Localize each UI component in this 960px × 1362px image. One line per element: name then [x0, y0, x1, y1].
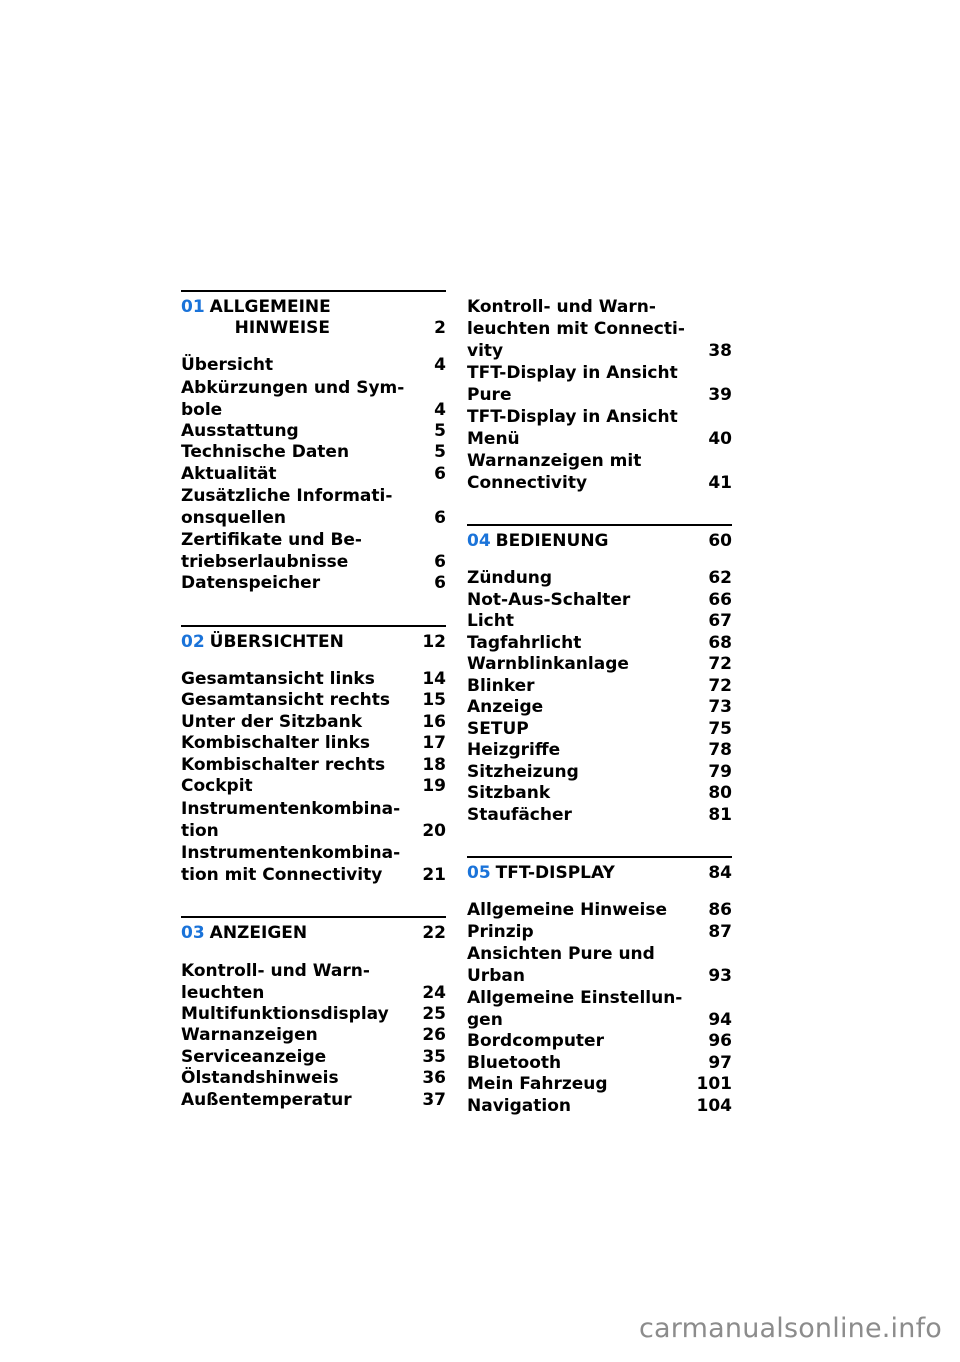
entry-title: Abkürzungen und Sym- bole — [181, 377, 405, 420]
entry-title: Ausstattung — [181, 420, 299, 441]
entry-page: 17 — [422, 733, 446, 753]
entry-title: Allgemeine Hinweise — [467, 900, 667, 920]
toc-entry[interactable] — [181, 573, 446, 595]
entry-page: 16 — [422, 711, 446, 732]
entry-page: 37 — [422, 1089, 446, 1110]
toc-entry[interactable] — [467, 1053, 732, 1075]
entry-page: 14 — [422, 668, 446, 689]
chapter-title-continued: HINWEISE — [234, 318, 330, 338]
chapter-entries — [181, 669, 446, 886]
chapter-03-continued — [467, 296, 732, 494]
toc-entry[interactable] — [467, 943, 732, 987]
entry-title: Gesamtansicht rechts — [181, 690, 390, 710]
entry-title: Zertifikate und Be- triebserlaubnisse — [181, 530, 362, 572]
entry-page: 41 — [708, 473, 732, 493]
entry-title: Zündung — [467, 568, 553, 588]
chapter-heading[interactable] — [181, 918, 446, 944]
entry-page: 62 — [708, 568, 732, 588]
chapter-number: 02 — [181, 631, 205, 652]
entry-title: Instrumentenkombina- tion mit Connectivity — [181, 842, 401, 885]
entry-page: 24 — [422, 982, 446, 1003]
chapter-page: 60 — [708, 531, 732, 551]
entry-title: Allgemeine Einstellun- gen — [467, 988, 683, 1030]
entry-title: Blinker — [467, 675, 535, 696]
entry-page: 94 — [708, 1010, 732, 1030]
entry-title: Außentemperatur — [181, 1089, 352, 1110]
entry-page: 68 — [708, 632, 732, 653]
entry-page: 101 — [696, 1074, 732, 1094]
entry-title: Sitzbank — [467, 783, 551, 803]
entry-title: Not-Aus-Schalter — [467, 589, 631, 610]
toc-entry[interactable] — [181, 1068, 446, 1090]
chapter-number: 03 — [181, 922, 205, 943]
toc-entry[interactable] — [467, 568, 732, 590]
chapter-heading[interactable] — [467, 526, 732, 552]
entry-title: Prinzip — [467, 921, 534, 942]
entry-page: 97 — [708, 1052, 732, 1073]
chapter-number: 01 — [181, 297, 205, 317]
toc-entry[interactable] — [181, 421, 446, 443]
chapter-01 — [181, 290, 446, 595]
entry-title: Mein Fahrzeug — [467, 1074, 608, 1094]
entry-page: 4 — [434, 355, 446, 375]
entry-page: 36 — [422, 1068, 446, 1088]
entry-page: 81 — [708, 804, 732, 825]
chapter-02 — [181, 625, 446, 886]
toc-entry[interactable] — [467, 362, 732, 406]
entry-title: Gesamtansicht links — [181, 668, 375, 689]
toc-entry[interactable] — [467, 1031, 732, 1053]
entry-page: 6 — [434, 573, 446, 593]
entry-title: Kombischalter rechts — [181, 754, 386, 775]
toc-entry[interactable] — [467, 590, 732, 612]
toc-entry[interactable] — [181, 733, 446, 755]
entry-title: Instrumentenkombina- tion — [181, 798, 401, 841]
entry-title: Kontroll- und Warn- leuchten mit Connecti- vity — [467, 297, 685, 361]
entry-page: 15 — [422, 690, 446, 710]
entry-page: 80 — [708, 783, 732, 803]
entry-page: 72 — [708, 675, 732, 696]
toc-entry[interactable] — [181, 464, 446, 486]
entry-page: 26 — [422, 1025, 446, 1045]
toc-entry[interactable] — [467, 922, 732, 944]
entry-title: Warnanzeigen mit Connectivity — [467, 451, 642, 493]
entry-title: Sitzheizung — [467, 761, 579, 782]
toc-entry[interactable] — [467, 450, 732, 494]
chapter-entries — [181, 355, 446, 595]
entry-title: Technische Daten — [181, 442, 350, 462]
entry-page: 6 — [434, 463, 446, 484]
entry-page: 18 — [422, 754, 446, 775]
entry-title: SETUP — [467, 718, 529, 739]
chapter-heading[interactable] — [181, 627, 446, 653]
entry-page: 4 — [434, 399, 446, 420]
entry-page: 86 — [708, 900, 732, 920]
chapter-page: 2 — [434, 318, 446, 338]
chapter-04 — [467, 524, 732, 826]
toc-left-column — [181, 290, 446, 1141]
entry-page: 20 — [422, 820, 446, 841]
entry-title: Kombischalter links — [181, 733, 371, 753]
entry-title: Serviceanzeige — [181, 1046, 327, 1067]
toc-entry[interactable] — [467, 783, 732, 805]
toc-entry[interactable] — [467, 296, 732, 362]
chapter-page: 22 — [422, 922, 446, 943]
toc-entry[interactable] — [181, 669, 446, 691]
entry-title: Multifunktionsdisplay — [181, 1003, 389, 1024]
toc-entry[interactable] — [467, 987, 732, 1031]
entry-title: Cockpit — [181, 776, 253, 796]
entry-page: 6 — [434, 508, 446, 528]
chapter-number: 04 — [467, 531, 491, 551]
chapter-entries — [467, 568, 732, 826]
toc-entry[interactable] — [467, 654, 732, 676]
chapter-entries — [467, 900, 732, 1117]
entry-page: 5 — [434, 442, 446, 462]
toc-entry[interactable] — [181, 1025, 446, 1047]
entry-title: Unter der Sitzbank — [181, 711, 363, 732]
entry-page: 38 — [708, 341, 732, 361]
toc-entry[interactable] — [467, 633, 732, 655]
toc-entry[interactable] — [181, 1004, 446, 1026]
entry-page: 40 — [708, 429, 732, 449]
entry-title: Ansichten Pure und Urban — [467, 944, 655, 986]
toc-entry[interactable] — [181, 485, 446, 529]
toc-entry[interactable] — [467, 900, 732, 922]
entry-title: Staufächer — [467, 804, 572, 825]
entry-page: 6 — [434, 552, 446, 572]
entry-title: Heizgriffe — [467, 740, 561, 760]
entry-title: Kontroll- und Warn- leuchten — [181, 960, 370, 1003]
toc-entry[interactable] — [467, 719, 732, 741]
toc-entry[interactable] — [467, 611, 732, 633]
toc-entry[interactable] — [181, 442, 446, 464]
entry-page: 93 — [708, 966, 732, 986]
toc-entry[interactable] — [467, 406, 732, 450]
entry-page: 72 — [708, 654, 732, 674]
chapter-title: TFT-DISPLAY — [495, 863, 615, 883]
chapter-heading[interactable] — [181, 292, 446, 339]
toc-entry[interactable] — [467, 697, 732, 719]
watermark-text: carmanualsonline.info — [639, 1313, 942, 1344]
entry-page: 39 — [708, 385, 732, 405]
toc-entry[interactable] — [467, 676, 732, 698]
chapter-title: ANZEIGEN — [209, 922, 308, 943]
entry-title: Anzeige — [467, 697, 544, 717]
toc-right-column — [467, 290, 732, 1147]
entry-title: TFT-Display in Ansicht Menü — [467, 407, 678, 449]
toc-entry[interactable] — [181, 960, 446, 1004]
entry-page: 96 — [708, 1031, 732, 1051]
entry-page: 79 — [708, 761, 732, 782]
entry-page: 78 — [708, 740, 732, 760]
chapter-number: 05 — [467, 863, 491, 883]
entry-page: 35 — [422, 1046, 446, 1067]
entry-title: Bordcomputer — [467, 1031, 604, 1051]
toc-entry[interactable] — [467, 1074, 732, 1096]
chapter-entries — [181, 960, 446, 1112]
toc-entry[interactable] — [181, 377, 446, 421]
entry-page: 25 — [422, 1003, 446, 1024]
entry-title: Tagfahrlicht — [467, 632, 582, 653]
chapter-page: 12 — [422, 631, 446, 652]
entry-title: Bluetooth — [467, 1052, 562, 1073]
entry-title: Zusätzliche Informati- onsquellen — [181, 486, 393, 528]
chapter-05 — [467, 856, 732, 1117]
entry-title: Warnanzeigen — [181, 1025, 318, 1045]
chapter-entries — [467, 296, 732, 494]
chapter-title: ÜBERSICHTEN — [209, 631, 344, 652]
chapter-title: BEDIENUNG — [495, 531, 609, 551]
toc-entry[interactable] — [181, 842, 446, 886]
entry-page: 66 — [708, 589, 732, 610]
chapter-03 — [181, 916, 446, 1112]
toc-entry[interactable] — [181, 798, 446, 842]
chapter-heading[interactable] — [467, 858, 732, 884]
entry-page: 19 — [422, 776, 446, 796]
entry-title: Navigation — [467, 1095, 571, 1116]
entry-page: 104 — [696, 1095, 732, 1116]
entry-title: Übersicht — [181, 355, 274, 375]
toc-entry[interactable] — [467, 805, 732, 827]
entry-page: 87 — [708, 921, 732, 942]
entry-title: Datenspeicher — [181, 573, 321, 593]
entry-page: 75 — [708, 718, 732, 739]
entry-page: 21 — [422, 864, 446, 885]
entry-title: Licht — [467, 611, 514, 631]
toc-entry[interactable] — [181, 1090, 446, 1112]
entry-title: Aktualität — [181, 463, 277, 484]
toc-entry[interactable] — [181, 690, 446, 712]
toc-entry[interactable] — [181, 755, 446, 777]
entry-title: TFT-Display in Ansicht Pure — [467, 363, 678, 405]
toc-entry[interactable] — [467, 762, 732, 784]
entry-page: 73 — [708, 697, 732, 717]
entry-title: Warnblinkanlage — [467, 654, 629, 674]
toc-entry[interactable] — [181, 712, 446, 734]
toc-entry[interactable] — [181, 355, 446, 377]
chapter-page: 84 — [708, 863, 732, 883]
entry-page: 5 — [434, 420, 446, 441]
toc-entry[interactable] — [467, 1096, 732, 1118]
toc-entry[interactable] — [181, 1047, 446, 1069]
toc-entry[interactable] — [467, 740, 732, 762]
toc-entry[interactable] — [181, 529, 446, 573]
entry-page: 67 — [708, 611, 732, 631]
chapter-title: ALLGEMEINE — [209, 297, 331, 317]
entry-title: Ölstandshinweis — [181, 1068, 339, 1088]
toc-entry[interactable] — [181, 776, 446, 798]
